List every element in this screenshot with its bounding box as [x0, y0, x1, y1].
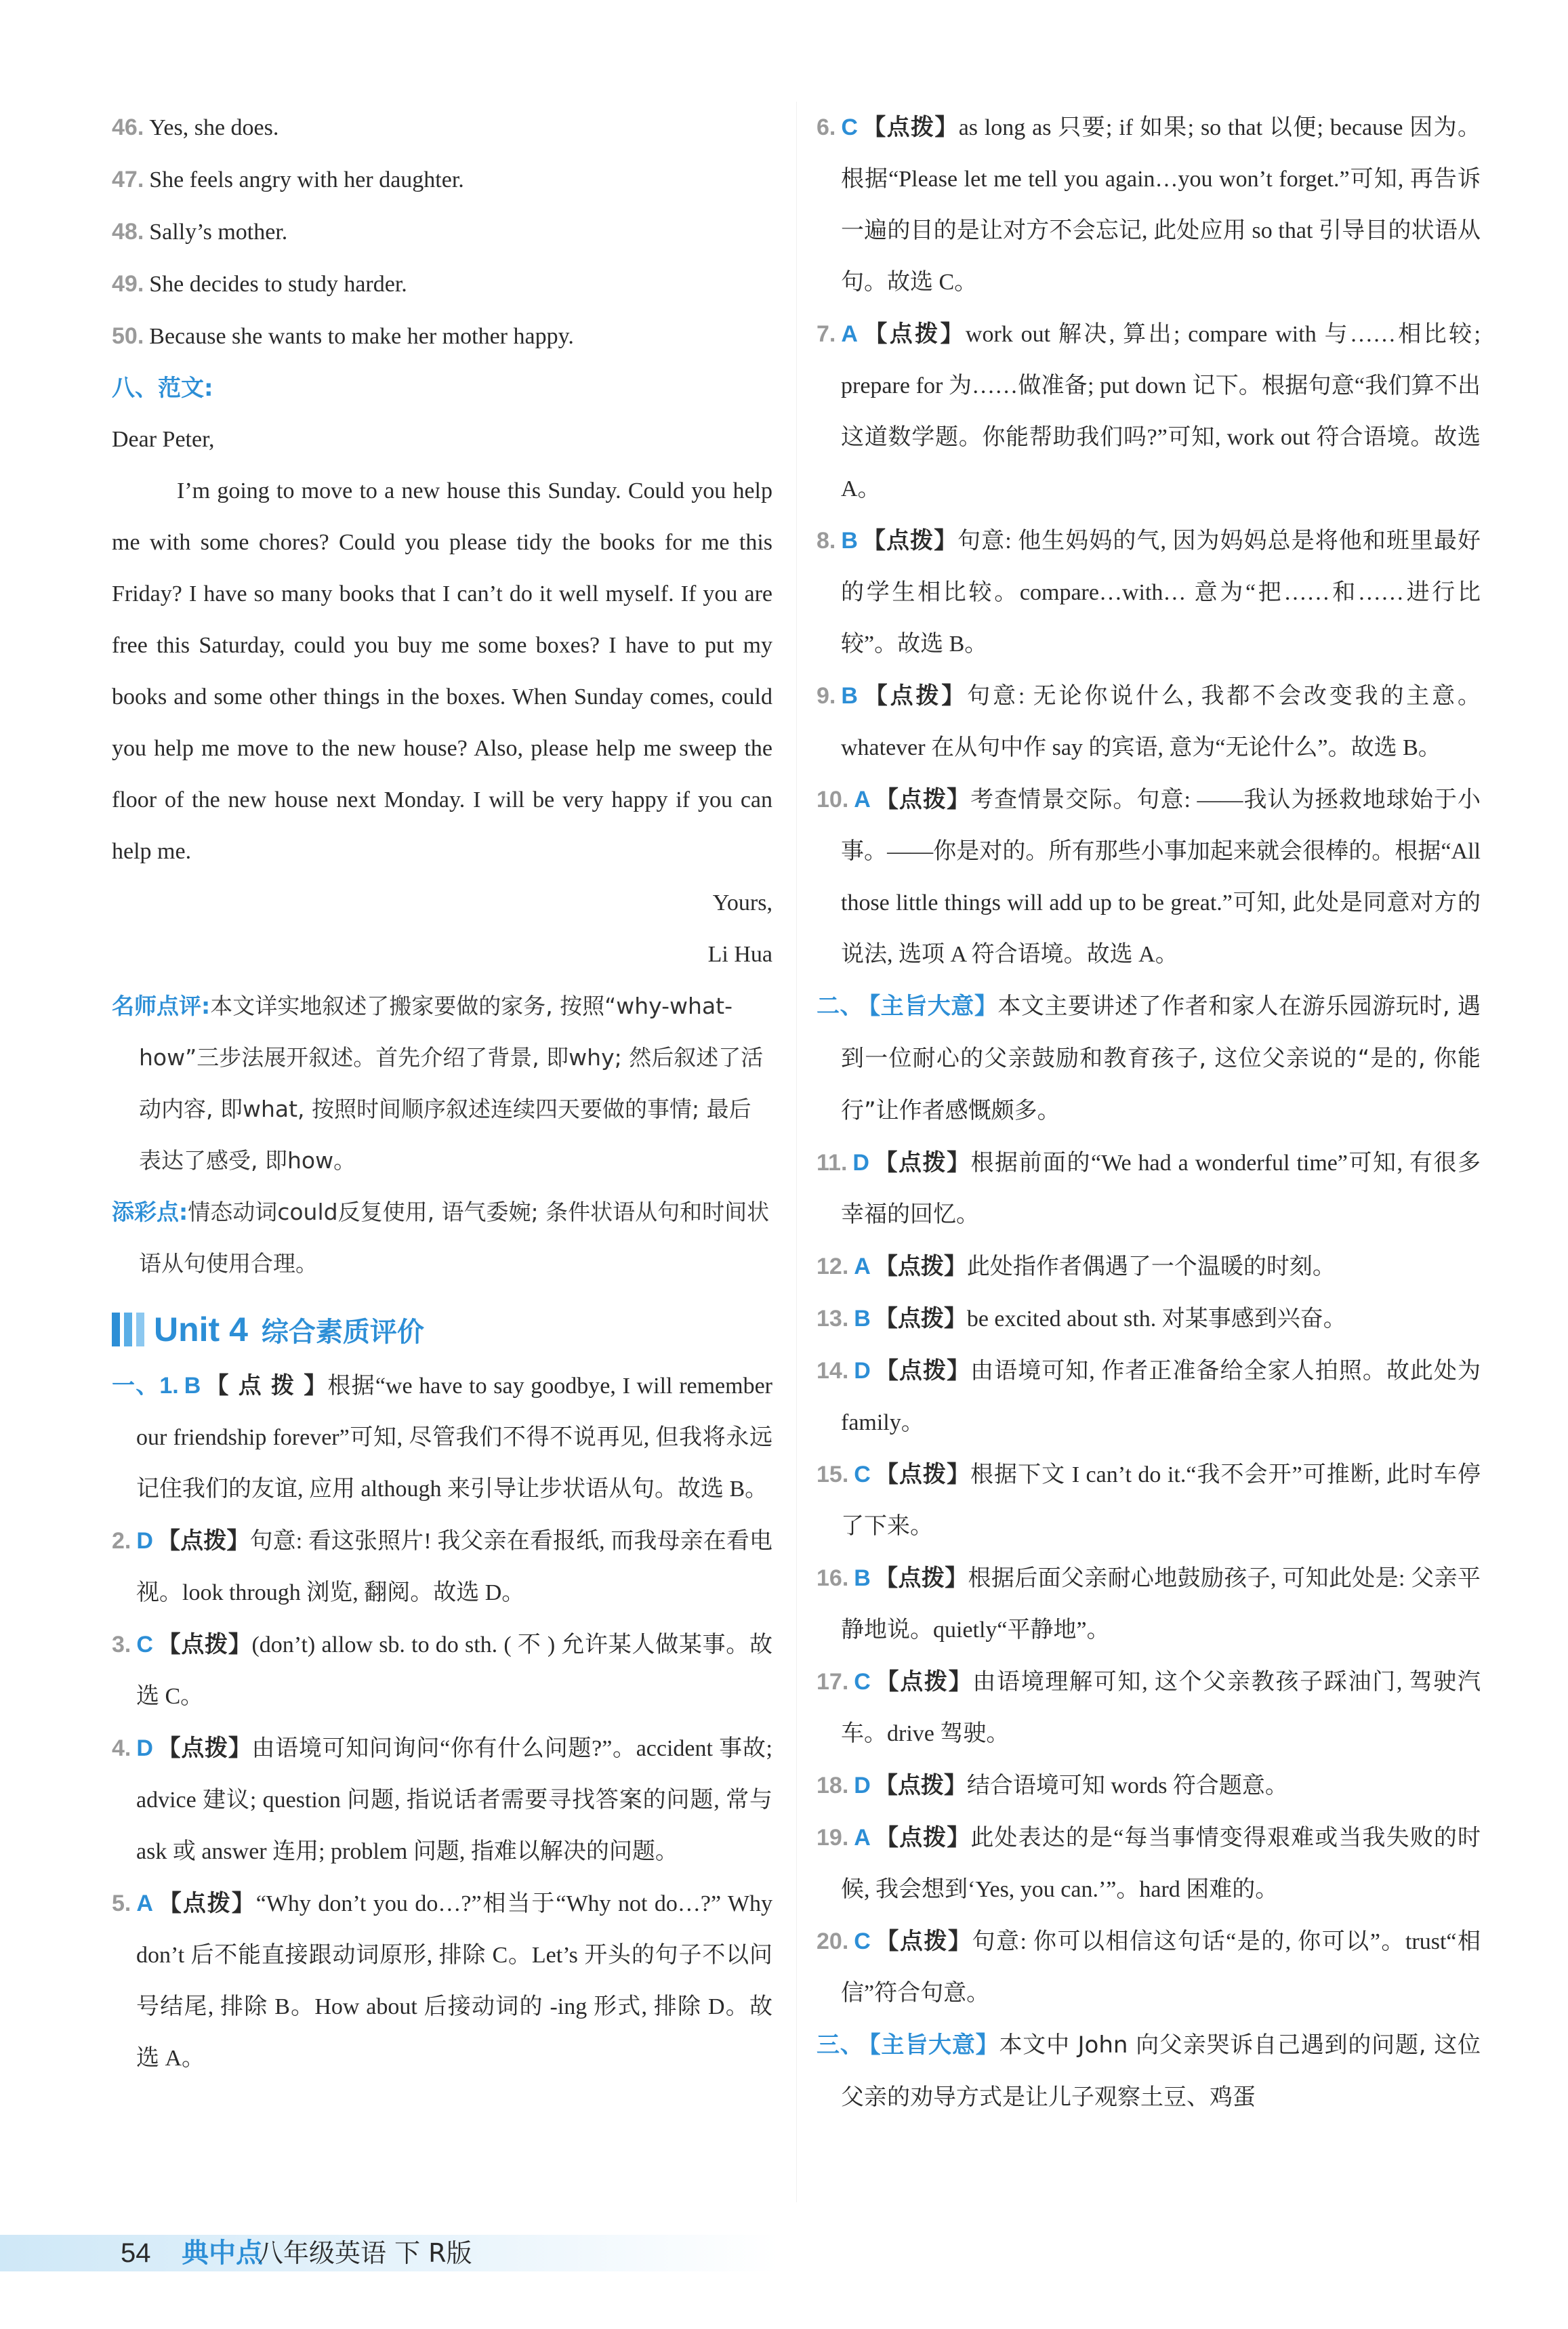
- answer-46: 46. Yes, she does.: [112, 115, 279, 140]
- list-item: 10. A 【点拨】考查情景交际。句意: ——我认为拯救地球始于小事。——你是对的。所有那些小事加起来就会很棒的。根据“All those little things will add up to be great.”可知, 此处是同意对方的说法, 选项 A 符合语境。故选 A。: [817, 786, 1481, 967]
- unit-bars-icon: [112, 1313, 144, 1346]
- essay-heading: 八、范文:: [112, 375, 213, 402]
- letter-body: I’m going to move to a new house this Sunday. Could you help me with some chores? Could you please tidy the books for me this Friday? I have so many books that I can’t do it well myself. If you are free this Saturday, could you buy me some boxes? I have to put my books and some other things in the boxes. When Sunday comes, could you help me move to the new house? Also, please help me sweep the floor of the new house next Monday. I will be very happy if you can help me.: [112, 478, 772, 864]
- answer-list-top: [112, 102, 772, 363]
- unit-answer-list: [112, 1360, 772, 2084]
- list-item: 14. D 【点拨】由语境可知, 作者正准备给全家人拍照。故此处为 family。: [817, 1357, 1481, 1435]
- list-item: 5. A 【点拨】“Why don’t you do…?”相当于“Why not do…?” Why don’t 后不能直接跟动词原形, 排除 C。Let’s 开头的句子不以问号结尾, 排除 B。How about 后接动词的 -ing 形式, 排除 D。故选 A。: [112, 1890, 773, 2071]
- unit-title: Unit 4: [154, 1311, 248, 1348]
- letter-greeting: Dear Peter,: [112, 427, 215, 452]
- unit-header: [112, 1299, 772, 1360]
- section-summary: 三、 【主旨大意】本文中 John 向父亲哭诉自己遇到的问题, 这位父亲的劝导方式是让儿子观察土豆、鸡蛋: [817, 2032, 1481, 2111]
- answer-48: 48. Sally’s mother.: [112, 219, 288, 245]
- answer-50: 50. Because she wants to make her mother happy.: [112, 323, 574, 349]
- letter-closing: Yours,: [712, 890, 772, 915]
- list-item: 4. D 【点拨】由语境可知问询问“你有什么问题?”。accident 事故; advice 建议; question 问题, 指说话者需要寻找答案的问题, 常与 ask 或 answer 连用; problem 问题, 指难以解决的问题。: [112, 1735, 773, 1864]
- list-item: 20. C 【点拨】句意: 你可以相信这句话“是的, 你可以”。trust“相信”符合句意。: [817, 1928, 1481, 2006]
- teacher-comment-text: 本文详实地叙述了搬家要做的家务, 按照“why-what- how”三步法展开叙述。首先介绍了背景, 即why; 然后叙述了活动内容, 即what, 按照时间顺序叙述连续四天要做的事情; 最后表达了感受, 即how。: [139, 993, 764, 1174]
- list-item: 16. B 【点拨】根据后面父亲耐心地鼓励孩子, 可知此处是: 父亲平静地说。quietly“平静地”。: [817, 1565, 1481, 1643]
- list-item: 17. C 【点拨】由语境理解可知, 这个父亲教孩子踩油门, 驾驶汽车。drive 驾驶。: [817, 1668, 1481, 1746]
- list-item: 13. B 【点拨】be excited about sth. 对某事感到兴奋。: [817, 1305, 1346, 1332]
- page-footer: [0, 2229, 1568, 2277]
- list-item: 19. A 【点拨】此处表达的是“每当事情变得艰难或当我失败的时候, 我会想到‘Yes, you can.’”。hard 困难的。: [817, 1824, 1481, 1902]
- list-item: 2. D 【点拨】句意: 看这张照片! 我父亲在看报纸, 而我母亲在看电视。look through 浏览, 翻阅。故选 D。: [112, 1527, 772, 1605]
- page-number: 54: [121, 2238, 151, 2268]
- column-divider: [796, 102, 797, 2202]
- list-item: 3. C 【点拨】(don’t) allow sb. to do sth. ( 不 ) 允许某人做某事。故选 C。: [112, 1631, 772, 1709]
- letter-signature: Li Hua: [707, 942, 772, 967]
- list-item: 9. B 【点拨】句意: 无论你说什么, 我都不会改变我的主意。whatever 在从句中作 say 的宾语, 意为“无论什么”。故选 B。: [817, 682, 1481, 760]
- list-item: 15. C 【点拨】根据下文 I can’t do it.“我不会开”可推断, 此时车停了下来。: [817, 1461, 1481, 1539]
- list-item: 18. D 【点拨】结合语境可知 words 符合题意。: [817, 1772, 1288, 1799]
- brand-logo: 典中点: [182, 2238, 263, 2269]
- list-item: 12. A 【点拨】此处指作者偶遇了一个温暖的时刻。: [817, 1253, 1336, 1280]
- sample-letter: [112, 414, 772, 981]
- answer-47: 47. She feels angry with her daughter.: [112, 167, 464, 192]
- unit-subtitle: 综合素质评价: [261, 1316, 424, 1348]
- list-item: 7. A 【点拨】work out 解决, 算出; compare with 与……相比较; prepare for 为……做准备; put down 记下。根据句意“我们算不出这道数学题。你能帮助我们吗?”可知, work out 符合语境。故选 A。: [817, 321, 1481, 501]
- book-title: 八年级英语 下 R版: [257, 2238, 472, 2268]
- highlight-label: 添彩点:: [112, 1199, 188, 1225]
- highlight-text: 情态动词could反复使用, 语气委婉; 条件状语从句和时间状语从句使用合理。: [139, 1199, 770, 1277]
- list-item: 6. C 【点拨】as long as 只要; if 如果; so that 以便; because 因为。根据“Please let me tell you again…you won’t forget.”可知, 再告诉一遍的目的是让对方不会忘记, 此处应用 so that 引导目的状语从句。故选 C。: [817, 114, 1481, 295]
- teacher-comment-label: 名师点评:: [112, 993, 211, 1019]
- list-item: 一、1. B 【 点 拨 】根据“we have to say goodbye, I will remember our friendship forever”可知, 尽管我们不得不说再见, 但我将永远记住我们的友谊, 应用 although 来引导让步状语从句。故选 B。: [112, 1372, 772, 1502]
- list-item: 8. B 【点拨】句意: 他生妈妈的气, 因为妈妈总是将他和班里最好的学生相比较。compare…with… 意为“把……和……进行比较”。故选 B。: [817, 527, 1481, 657]
- teacher-comment: [112, 981, 772, 1187]
- section-summary: 二、 【主旨大意】本文主要讲述了作者和家人在游乐园游玩时, 遇到一位耐心的父亲鼓励和教育孩子, 这位父亲说的“是的, 你能行”让作者感慨颇多。: [817, 993, 1481, 1124]
- list-item: 11. D 【点拨】根据前面的“We had a wonderful time”可知, 有很多幸福的回忆。: [817, 1149, 1481, 1227]
- answer-49: 49. She decides to study harder.: [112, 271, 407, 297]
- right-column: [817, 102, 1481, 2124]
- highlight-comment: [112, 1187, 772, 1290]
- left-column: [112, 102, 772, 2084]
